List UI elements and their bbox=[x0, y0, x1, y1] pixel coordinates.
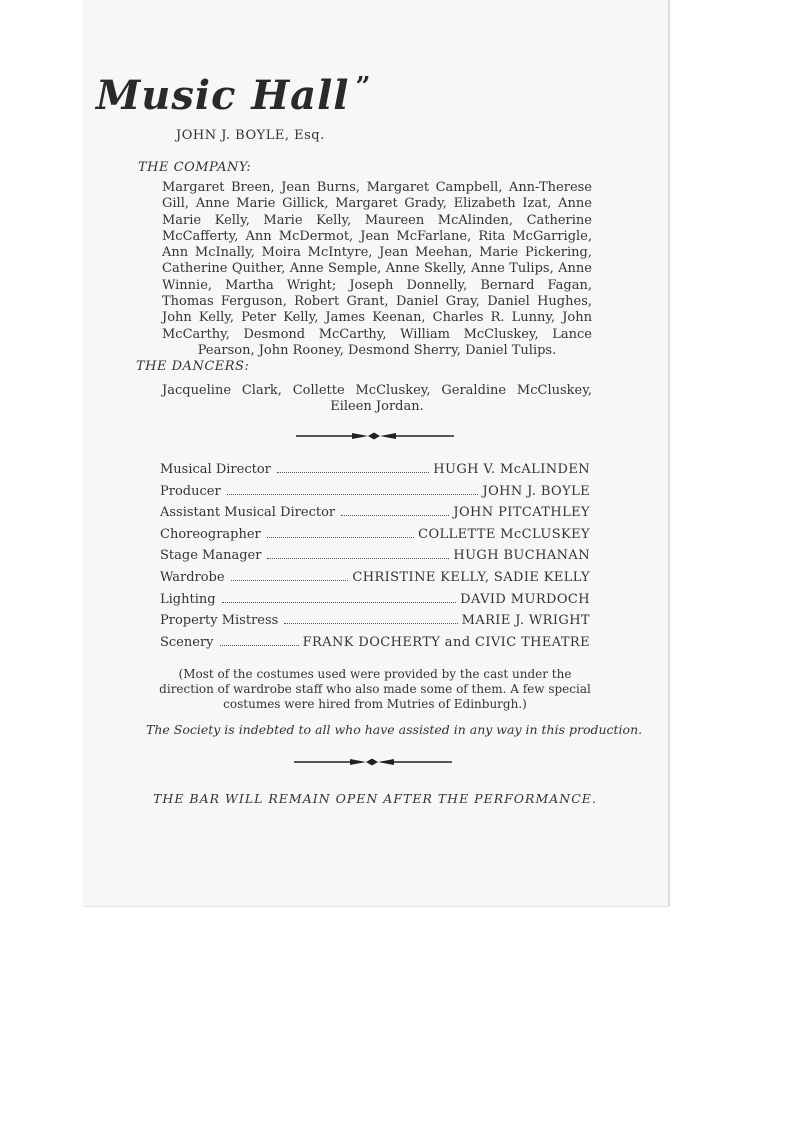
credit-role: Producer bbox=[160, 483, 221, 499]
credit-row bbox=[160, 613, 590, 635]
credit-name: JOHN J. BOYLE bbox=[482, 483, 590, 499]
credit-name: HUGH BUCHANAN bbox=[453, 548, 590, 564]
credit-name: MARIE J. WRIGHT bbox=[461, 613, 590, 629]
credit-row bbox=[160, 505, 590, 527]
credit-name: COLLETTE McCLUSKEY bbox=[418, 526, 590, 542]
ornamental-divider bbox=[296, 430, 454, 442]
credit-row bbox=[160, 635, 590, 657]
credit-role: Property Mistress bbox=[160, 613, 279, 629]
credit-role: Musical Director bbox=[160, 462, 271, 477]
credit-row bbox=[160, 570, 590, 592]
dancers-members: Jacqueline Clark, Collette McCluskey, Geraldine McCluskey, Eileen Jordan. bbox=[162, 383, 592, 415]
company-members: Margaret Breen, Jean Burns, Margaret Campbell, Ann-Therese Gill, Anne Marie Gillick, Margaret Grady, Elizabeth Izat, Anne Marie Kelly, Marie Kelly, Maureen McAlinden, Catherine McCafferty, Ann McDermot, Jean McFarlane, Rita McGarrigle, Ann McInally, Moira McIntyre, Jean Meehan, Marie Pickering, Catherine Quither, Anne Semple, Anne Skelly, Anne Tulips, Anne Winnie, Martha Wright; Joseph Donnelly, Bernard Fagan, Thomas Ferguson, Robert Grant, Daniel Gray, Daniel Hughes, John Kelly, Peter Kelly, James Keenan, Charles R. Lunny, John McCarthy, Desmond McCarthy, William McCluskey, Lance Pearson, John Rooney, Desmond Sherry, Daniel Tulips. bbox=[162, 180, 592, 358]
leader-dots bbox=[231, 580, 349, 581]
credit-row bbox=[160, 548, 590, 570]
credit-role: Choreographer bbox=[160, 526, 261, 542]
credit-role: Lighting bbox=[160, 591, 216, 607]
credit-row bbox=[160, 527, 590, 549]
leader-dots bbox=[267, 537, 414, 538]
acknowledgement: The Society is indebted to all who have assisted in any way in this production. bbox=[146, 722, 643, 737]
ornamental-divider bbox=[294, 756, 452, 768]
credit-row bbox=[160, 462, 590, 484]
credit-name: FRANK DOCHERTY and CIVIC THEATRE bbox=[302, 634, 590, 650]
credit-role: Wardrobe bbox=[160, 569, 225, 585]
costume-note: (Most of the costumes used were provided by the cast under the direction of wardrobe staff who also made some of them. A few special costumes were hired from Mutries of Edinburgh.) bbox=[159, 667, 591, 711]
credit-role: Stage Manager bbox=[160, 548, 262, 564]
credit-role: Assistant Musical Director bbox=[160, 505, 336, 521]
credit-name: HUGH V. McALINDEN bbox=[433, 462, 590, 477]
leader-dots bbox=[227, 494, 479, 495]
credit-name: JOHN PITCATHLEY bbox=[453, 505, 590, 521]
credit-role: Scenery bbox=[160, 634, 214, 650]
credit-row bbox=[160, 484, 590, 506]
leader-dots bbox=[341, 515, 449, 516]
leader-dots bbox=[277, 472, 429, 473]
company-heading: THE COMPANY: bbox=[138, 160, 252, 175]
leader-dots bbox=[284, 623, 457, 624]
credit-row bbox=[160, 592, 590, 614]
leader-dots bbox=[267, 558, 449, 559]
bar-notice: THE BAR WILL REMAIN OPEN AFTER THE PERFORMANCE. bbox=[153, 791, 597, 806]
title-closing-quote: ” bbox=[355, 72, 372, 102]
credit-name: CHRISTINE KELLY, SADIE KELLY bbox=[352, 569, 590, 585]
page-title bbox=[96, 72, 371, 119]
credits-list bbox=[160, 462, 590, 656]
title-text: Music Hall bbox=[96, 72, 350, 119]
leader-dots bbox=[222, 602, 457, 603]
dancers-heading: THE DANCERS: bbox=[136, 359, 250, 374]
credit-name: DAVID MURDOCH bbox=[460, 591, 590, 607]
author-line: JOHN J. BOYLE, Esq. bbox=[176, 128, 325, 143]
leader-dots bbox=[220, 645, 299, 646]
